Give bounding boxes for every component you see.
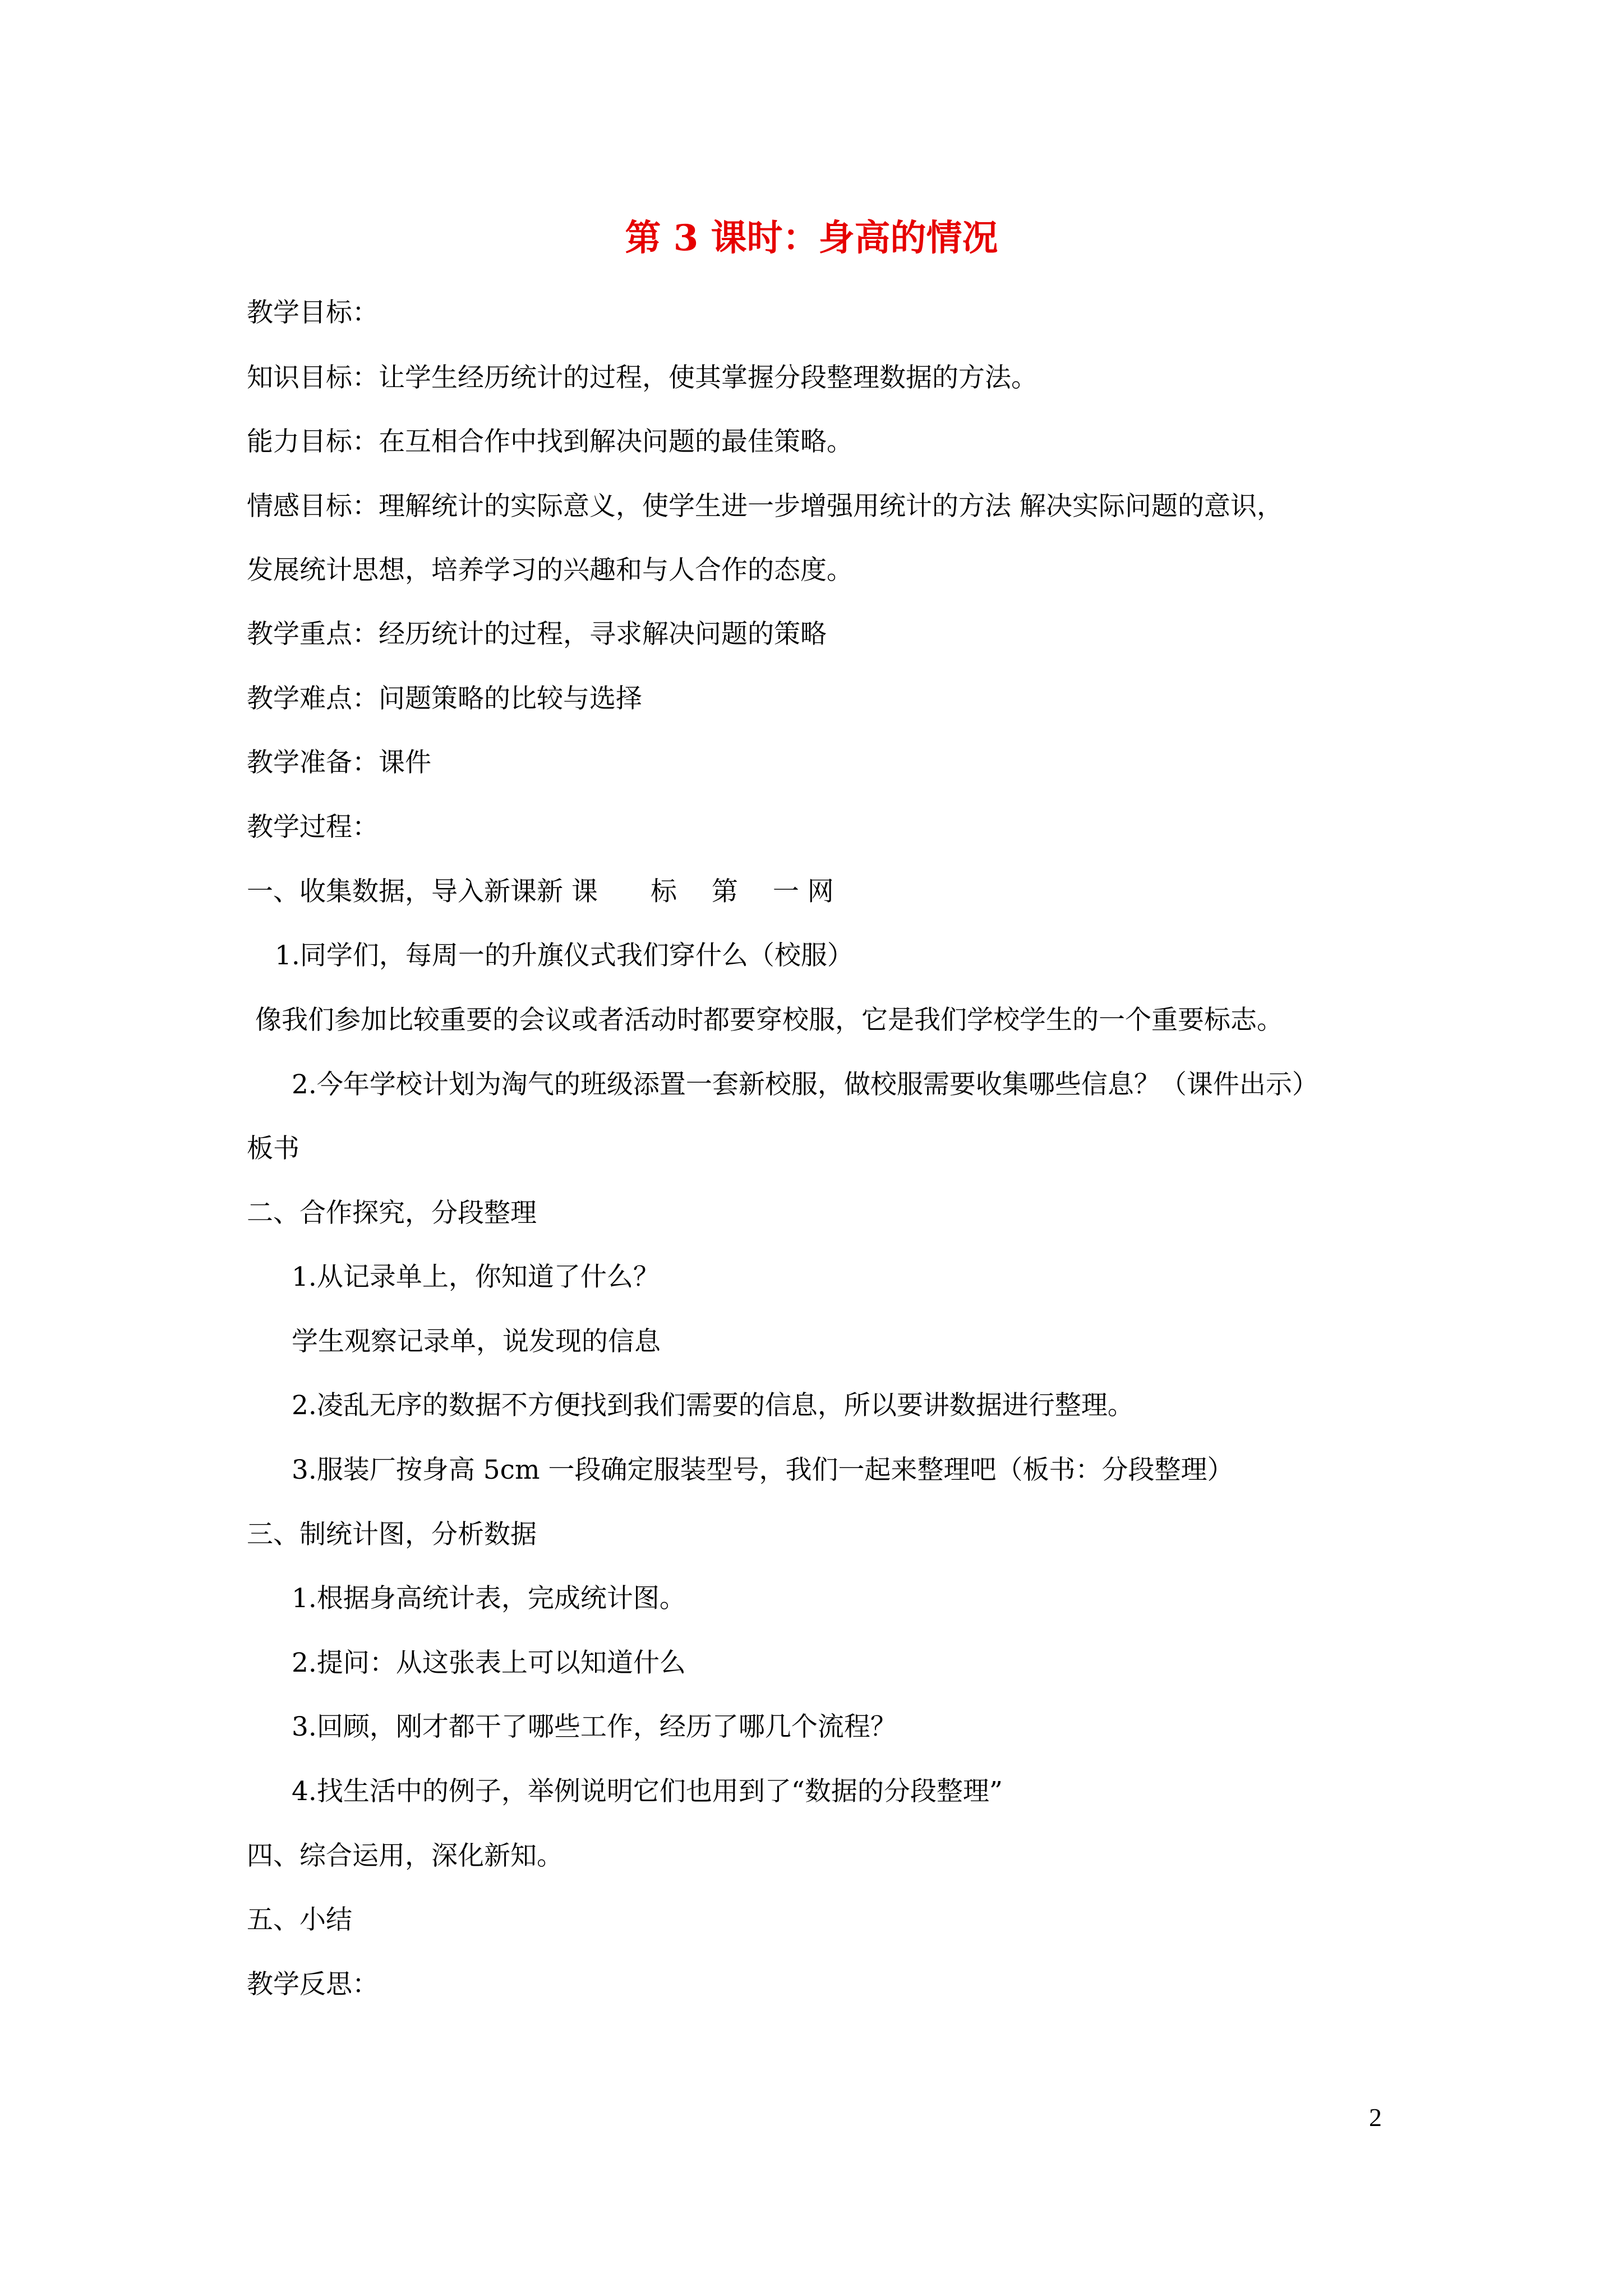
list-item: 2.提问：从这张表上可以知道什么 (292, 1648, 686, 1678)
line-difficulty: 教学难点：问题策略的比较与选择 (247, 683, 642, 714)
paragraph: 学生观察记录单，说发现的信息 (292, 1326, 661, 1357)
list-item: 3.回顾，刚才都干了哪些工作，经历了哪几个流程？ (292, 1711, 897, 1742)
section-one-heading: 一、收集数据，导入新课新 课 标 第 一 网 (247, 876, 834, 907)
list-item: 4.找生活中的例子，举例说明它们也用到了“数据的分段整理” (292, 1776, 1003, 1807)
line-emotion-goal: 情感目标：理解统计的实际意义，使学生进一步增强用统计的方法 解决实际问题的意识， (247, 491, 1283, 522)
list-item: 1.同学们，每周一的升旗仪式我们穿什么（校服） (275, 940, 854, 971)
list-item: 1.根据身高统计表，完成统计图。 (292, 1583, 686, 1614)
line-reflection: 教学反思： (247, 1969, 379, 2000)
line-key-point: 教学重点：经历统计的过程，寻求解决问题的策略 (247, 619, 827, 650)
line-emotion-goal-cont: 发展统计思想，培养学习的兴趣和与人合作的态度。 (247, 555, 853, 586)
page-number: 2 (1369, 2103, 1382, 2132)
section-two-heading: 二、合作探究，分段整理 (247, 1198, 537, 1228)
list-item: 2.凌乱无序的数据不方便找到我们需要的信息，所以要讲数据进行整理。 (292, 1390, 1134, 1421)
paragraph: 板书 (247, 1133, 299, 1164)
list-item: 3.服装厂按身高 5cm 一段确定服装型号，我们一起来整理吧（板书：分段整理） (292, 1455, 1234, 1485)
document-title: 第 3 课时：身高的情况 (625, 217, 998, 259)
line-preparation: 教学准备：课件 (247, 747, 431, 778)
section-five-heading: 五、小结 (247, 1904, 352, 1935)
section-three-heading: 三、制统计图，分析数据 (247, 1519, 537, 1550)
list-item: 1.从记录单上，你知道了什么？ (292, 1262, 660, 1292)
line-ability-goal: 能力目标：在互相合作中找到解决问题的最佳策略。 (247, 426, 853, 457)
section-four-heading: 四、综合运用，深化新知。 (247, 1841, 563, 1871)
line-knowledge-goal: 知识目标：让学生经历统计的过程，使其掌握分段整理数据的方法。 (247, 362, 1038, 393)
line-teaching-goals: 教学目标： (247, 297, 379, 328)
line-process: 教学过程： (247, 812, 379, 843)
list-item: 2.今年学校计划为淘气的班级添置一套新校服，做校服需要收集哪些信息？（课件出示） (292, 1069, 1318, 1100)
paragraph: 像我们参加比较重要的会议或者活动时都要穿校服，它是我们学校学生的一个重要标志。 (255, 1005, 1283, 1036)
